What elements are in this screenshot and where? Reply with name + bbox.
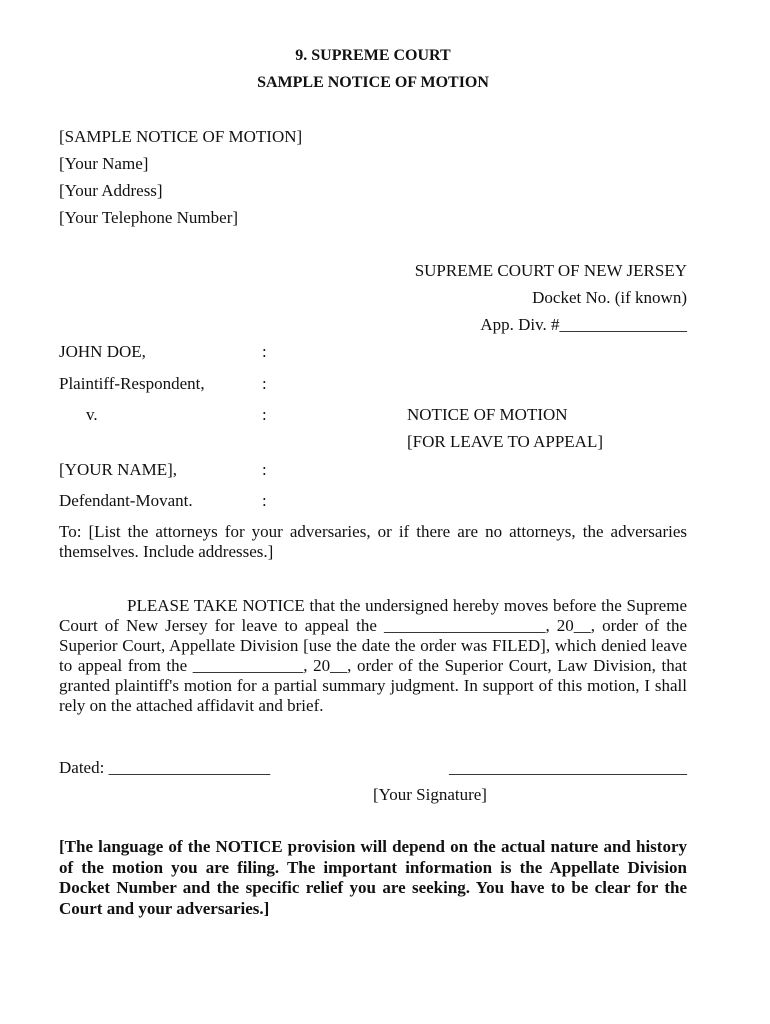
to-block: To: [List the attorneys for your adversaries, or if there are no attorneys, the adversaries themselves. Include addresses.] xyxy=(59,522,687,561)
court-name: SUPREME COURT OF NEW JERSEY xyxy=(414,261,687,280)
page-title: 9. SUPREME COURT xyxy=(295,47,451,64)
docket-number: Docket No. (if known) xyxy=(532,288,687,307)
instruction-note: [The language of the NOTICE provision will depend on the actual nature and history of the motion you are filing. The important information is the Appellate Division Docket Number and the specific relief you are seeking. You have to be clear for the Court and your adversaries.] xyxy=(59,837,687,918)
notice-text: PLEASE TAKE NOTICE that the undersigned hereby moves before the Supreme Court of New Jersey for leave to appeal the ___________________, 20__, order of the Superior Court, Appellate Division [use the date the order was FILED], which denied leave to appeal from the _____________, 20__, order of the Superior Court, Law Division, that granted plaintiff's motion for a partial summary judgment. In support of this motion, I shall rely on the attached affidavit and brief. xyxy=(59,596,687,715)
party-plaintiff: JOHN DOE, xyxy=(59,342,146,361)
dated-line: Dated: ___________________ xyxy=(59,758,271,777)
notice-paragraph xyxy=(59,596,687,716)
caption-colon: : xyxy=(262,405,267,424)
caption-colon: : xyxy=(262,342,267,361)
motion-title: NOTICE OF MOTION xyxy=(407,405,568,424)
caption-colon: : xyxy=(262,374,267,393)
party-defendant: [YOUR NAME], xyxy=(59,460,178,479)
signature-line: ____________________________ xyxy=(449,758,687,777)
signature-label: [Your Signature] xyxy=(373,785,487,804)
page-subtitle: SAMPLE NOTICE OF MOTION xyxy=(257,74,489,91)
caption-colon: : xyxy=(262,460,267,479)
caption-colon: : xyxy=(262,491,267,510)
sender-address: [Your Address] xyxy=(59,181,163,200)
sender-telephone: [Your Telephone Number] xyxy=(59,208,239,227)
party-defendant-role: Defendant-Movant. xyxy=(59,491,193,510)
sender-heading: [SAMPLE NOTICE OF MOTION] xyxy=(59,127,303,146)
app-div-number: App. Div. #_______________ xyxy=(480,315,687,334)
caption-versus: v. xyxy=(86,405,98,424)
motion-subtitle: [FOR LEAVE TO APPEAL] xyxy=(407,432,603,451)
party-plaintiff-role: Plaintiff-Respondent, xyxy=(59,374,205,393)
sender-name: [Your Name] xyxy=(59,154,149,173)
